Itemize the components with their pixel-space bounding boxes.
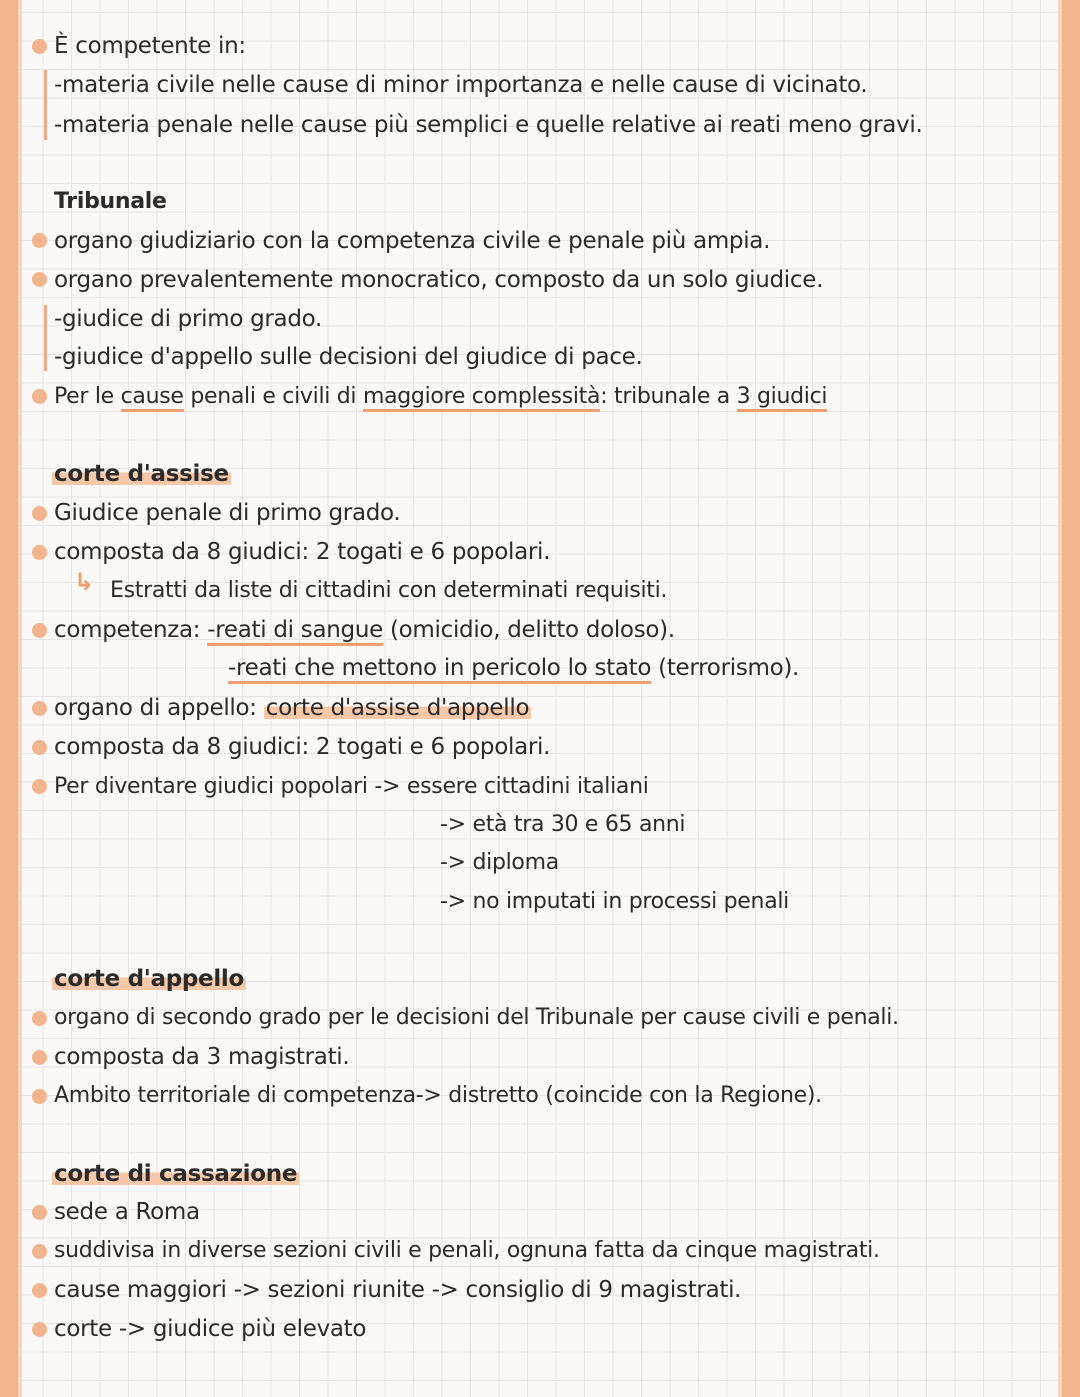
requirement: -> no imputati in processi penali bbox=[440, 889, 789, 914]
assise-bullet: composta da 8 giudici: 2 togati e 6 popolari. bbox=[54, 734, 551, 760]
bullet-dot bbox=[32, 1244, 47, 1259]
requirement: -> essere cittadini italiani bbox=[374, 774, 649, 799]
assise-bullet bbox=[54, 772, 649, 802]
text-fragment: : tribunale a bbox=[600, 384, 737, 409]
section-heading-appello bbox=[52, 964, 246, 994]
cassazione-bullet: corte -> giudice più elevato bbox=[54, 1316, 367, 1342]
heading-text: corte di cassazione bbox=[54, 1161, 298, 1187]
hook-arrow-icon: ↳ bbox=[74, 568, 95, 596]
underlined-term: 3 giudici bbox=[737, 384, 828, 412]
heading-text: corte d'appello bbox=[54, 966, 245, 992]
assise-bullet: composta da 8 giudici: 2 togati e 6 popolari. bbox=[54, 539, 551, 565]
appello-bullet: composta da 3 magistrati. bbox=[54, 1044, 350, 1070]
bullet-dot bbox=[32, 272, 47, 287]
heading-text: corte d'assise bbox=[54, 461, 229, 487]
appello-bullet: organo di secondo grado per le decisioni del Tribunale per cause civili e penali. bbox=[54, 1005, 899, 1030]
tribunale-bullet: organo giudiziario con la competenza civile e penale più ampia. bbox=[54, 228, 771, 254]
tribunale-bullet: organo prevalentemente monocratico, composto da un solo giudice. bbox=[54, 267, 824, 293]
underlined-term: maggiore complessità bbox=[363, 384, 600, 412]
intro-item: -materia penale nelle cause più semplici e quelle relative ai reati meno gravi. bbox=[54, 112, 923, 138]
bullet-dot bbox=[32, 1011, 47, 1026]
bullet-dot bbox=[32, 1322, 47, 1337]
cassazione-bullet: sede a Roma bbox=[54, 1199, 200, 1225]
intro-item: -materia civile nelle cause di minor importanza e nelle cause di vicinato. bbox=[54, 72, 868, 98]
requirement: -> età tra 30 e 65 anni bbox=[440, 812, 686, 837]
assise-bullet bbox=[54, 693, 531, 723]
bullet-dot bbox=[32, 740, 47, 755]
bullet-dot bbox=[32, 39, 47, 54]
bullet-dot bbox=[32, 545, 47, 560]
bullet-dot bbox=[32, 1050, 47, 1065]
text-fragment: (omicidio, delitto doloso). bbox=[382, 617, 675, 643]
assise-competenza-2 bbox=[228, 653, 799, 683]
bullet-dot bbox=[32, 1205, 47, 1220]
cassazione-bullet: suddivisa in diverse sezioni civili e penali, ognuna fatta da cinque magistrati. bbox=[54, 1238, 880, 1263]
right-border-stripe bbox=[1058, 0, 1080, 1397]
bracket-bar bbox=[44, 305, 47, 371]
bullet-dot bbox=[32, 233, 47, 248]
bracket-bar bbox=[44, 70, 47, 140]
highlighted-term: corte d'assise d'appello bbox=[265, 695, 530, 721]
text-fragment: Per diventare giudici popolari bbox=[54, 774, 375, 799]
underlined-term: cause bbox=[121, 384, 184, 412]
text-fragment: competenza: bbox=[54, 617, 208, 643]
bullet-dot bbox=[32, 1283, 47, 1298]
bullet-dot bbox=[32, 1089, 47, 1104]
section-heading-cassazione bbox=[52, 1159, 299, 1189]
text-fragment: Per le bbox=[54, 384, 121, 409]
assise-bullet: Giudice penale di primo grado. bbox=[54, 500, 401, 526]
text-fragment: organo di appello: bbox=[54, 695, 264, 721]
assise-arrow-text: Estratti da liste di cittadini con determinati requisiti. bbox=[110, 578, 668, 603]
tribunale-bullet bbox=[54, 382, 827, 412]
section-heading-tribunale: Tribunale bbox=[54, 189, 167, 214]
bullet-dot bbox=[32, 701, 47, 716]
bullet-dot bbox=[32, 779, 47, 794]
appello-bullet: Ambito territoriale di competenza-> distretto (coincide con la Regione). bbox=[54, 1083, 822, 1108]
section-heading-assise bbox=[52, 459, 231, 489]
bullet-dot bbox=[32, 389, 47, 404]
intro-title: È competente in: bbox=[54, 33, 246, 59]
cassazione-bullet: cause maggiori -> sezioni riunite -> consiglio di 9 magistrati. bbox=[54, 1277, 742, 1303]
underlined-term: -reati che mettono in pericolo lo stato bbox=[228, 655, 651, 684]
assise-competenza bbox=[54, 615, 675, 645]
tribunale-sub: -giudice di primo grado. bbox=[54, 306, 323, 332]
text-fragment: (terrorismo). bbox=[651, 655, 800, 681]
left-border-stripe bbox=[0, 0, 22, 1397]
underlined-term: -reati di sangue bbox=[207, 617, 383, 646]
tribunale-sub: -giudice d'appello sulle decisioni del giudice di pace. bbox=[54, 344, 643, 370]
text-fragment: penali e civili di bbox=[183, 384, 363, 409]
bullet-dot bbox=[32, 623, 47, 638]
requirement: -> diploma bbox=[440, 850, 559, 875]
bullet-dot bbox=[32, 506, 47, 521]
